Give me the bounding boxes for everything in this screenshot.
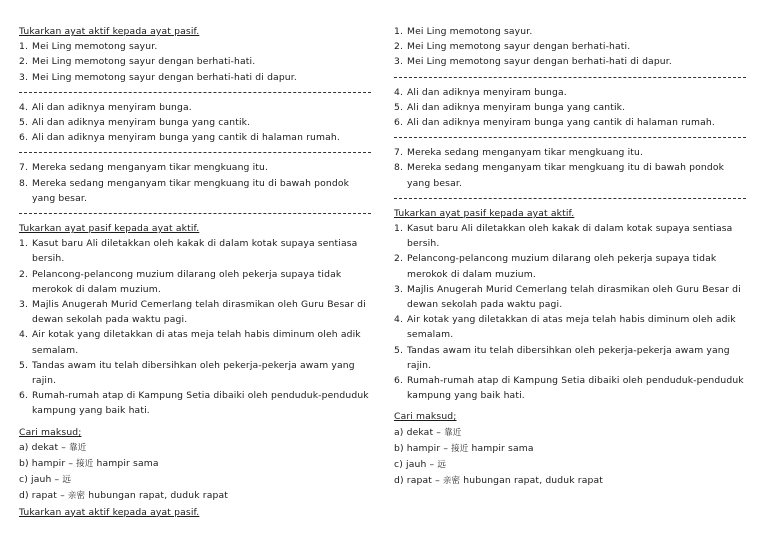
chinese-meaning: 亲密 — [442, 476, 461, 487]
chinese-meaning: 远 — [62, 475, 71, 486]
dashed-divider — [394, 77, 746, 78]
question-item — [19, 176, 371, 206]
question-number: 6. — [19, 132, 29, 144]
question-text: Mei Ling memotong sayur. — [407, 26, 533, 37]
question-item — [19, 388, 371, 418]
meaning-line — [19, 488, 371, 504]
question-number: 7. — [394, 147, 404, 159]
question-number: 5. — [394, 101, 404, 113]
question-text: Mei Ling memotong sayur dengan berhati-hati. — [32, 56, 256, 68]
question-text: Majlis Anugerah Murid Cemerlang telah dirasmikan oleh Guru Besar di dewan sekolah pada waktu pagi. — [407, 283, 741, 311]
question-text: Ali dan adiknya menyiram bunga. — [32, 101, 192, 113]
question-item — [19, 115, 371, 130]
question-number: 4. — [19, 329, 29, 341]
question-number: 4. — [394, 86, 404, 98]
dashed-divider — [394, 137, 746, 138]
meaning-word: d) rapat – — [19, 490, 68, 502]
question-number: 5. — [394, 344, 404, 356]
question-text: Rumah-rumah atap di Kampung Setia dibaiki oleh penduduk-penduduk kampung yang baik hati. — [32, 390, 369, 417]
heading-find-meaning: Cari maksud; — [394, 411, 457, 423]
meaning-line — [394, 473, 746, 489]
meaning-word: d) rapat – — [394, 475, 443, 487]
meaning-list — [19, 440, 371, 505]
question-item — [394, 343, 746, 373]
question-item — [394, 100, 746, 115]
heading-active-to-passive: Tukarkan ayat aktif kepada ayat pasif. — [19, 506, 200, 518]
question-number: 3. — [394, 283, 404, 295]
meaning-word: a) dekat – — [19, 441, 70, 453]
meaning-line — [394, 441, 746, 457]
question-number: 1. — [394, 26, 404, 37]
question-item — [394, 251, 746, 281]
question-text: Mereka sedang menganyam tikar mengkuang itu. — [407, 147, 644, 159]
right-column — [394, 24, 746, 489]
question-number: 2. — [19, 56, 29, 68]
question-list — [394, 145, 746, 191]
question-list — [19, 160, 371, 206]
question-item — [394, 373, 746, 403]
question-text: Mei Ling memotong sayur dengan berhati-hati. — [407, 41, 631, 53]
question-number: 6. — [19, 390, 29, 402]
chinese-meaning: 接近 — [451, 443, 469, 454]
question-text: Ali dan adiknya menyiram bunga yang cantik di halaman rumah. — [32, 132, 340, 144]
question-number: 5. — [19, 359, 29, 371]
meaning-word: a) dekat – — [394, 426, 445, 438]
dashed-divider — [394, 198, 746, 199]
question-number: 4. — [19, 101, 29, 113]
question-number: 3. — [394, 56, 404, 68]
chinese-meaning: 接近 — [76, 459, 94, 470]
question-item — [394, 160, 746, 190]
meaning-note: hubungan rapat, duduk rapat — [85, 490, 229, 502]
question-text: Pelancong-pelancong muzium dilarang oleh pekerja supaya tidak merokok di dalam muzium. — [407, 253, 717, 280]
question-text: Kasut baru Ali diletakkan oleh kakak di dalam kotak supaya sentiasa bersih. — [407, 223, 733, 250]
question-number: 4. — [394, 314, 404, 326]
question-number: 2. — [394, 41, 404, 53]
question-item — [394, 312, 746, 342]
question-text: Rumah-rumah atap di Kampung Setia dibaiki oleh penduduk-penduduk kampung yang baik hati. — [407, 375, 744, 402]
question-text: Tandas awam itu telah dibersihkan oleh pekerja-pekerja awam yang rajin. — [407, 344, 730, 371]
question-list — [19, 39, 371, 85]
question-item — [19, 267, 371, 297]
question-list — [394, 24, 746, 70]
question-text: Mei Ling memotong sayur dengan berhati-hati di dapur. — [407, 56, 672, 68]
chinese-meaning: 靠近 — [69, 442, 87, 453]
question-item — [394, 282, 746, 312]
question-item — [19, 327, 371, 357]
question-item — [394, 54, 746, 69]
question-text: Tandas awam itu telah dibersihkan oleh pekerja-pekerja awam yang rajin. — [32, 359, 355, 387]
question-item — [19, 358, 371, 388]
chinese-meaning: 靠近 — [444, 427, 462, 438]
question-number: 2. — [19, 268, 29, 280]
meaning-note: hampir sama — [468, 442, 534, 454]
question-list — [394, 85, 746, 131]
meaning-line — [394, 457, 746, 473]
question-text: Mereka sedang menganyam tikar mengkuang itu di bawah pondok yang besar. — [32, 177, 350, 204]
question-item — [19, 236, 371, 266]
question-item — [19, 130, 371, 145]
question-number: 6. — [394, 375, 404, 387]
question-text: Ali dan adiknya menyiram bunga yang cantik. — [407, 101, 626, 113]
question-item — [19, 297, 371, 327]
heading-passive-to-active: Tukarkan ayat pasif kepada ayat aktif. — [394, 207, 575, 219]
left-column — [19, 24, 371, 520]
question-list — [19, 100, 371, 146]
meaning-word: c) jauh – — [394, 459, 438, 471]
question-text: Mereka sedang menganyam tikar mengkuang itu di bawah pondok yang besar. — [407, 162, 725, 189]
question-text: Mei Ling memotong sayur dengan berhati-hati di dapur. — [32, 71, 297, 83]
question-item — [19, 70, 371, 85]
question-number: 3. — [19, 71, 29, 83]
question-text: Ali dan adiknya menyiram bunga. — [407, 86, 567, 98]
question-item — [19, 39, 371, 54]
meaning-note: hampir sama — [93, 458, 159, 470]
question-item — [19, 100, 371, 115]
question-number: 2. — [394, 253, 404, 265]
question-item — [394, 115, 746, 130]
question-text: Majlis Anugerah Murid Cemerlang telah dirasmikan oleh Guru Besar di dewan sekolah pada waktu pagi. — [32, 299, 366, 326]
question-text: Kasut baru Ali diletakkan oleh kakak di dalam kotak supaya sentiasa bersih. — [32, 238, 358, 265]
question-list — [19, 236, 371, 418]
dashed-divider — [19, 152, 371, 153]
question-text: Ali dan adiknya menyiram bunga yang cantik di halaman rumah. — [407, 117, 715, 129]
dashed-divider — [19, 213, 371, 214]
question-number: 7. — [19, 162, 29, 174]
meaning-line — [19, 472, 371, 488]
question-number: 1. — [19, 41, 29, 53]
question-text: Air kotak yang diletakkan di atas meja telah habis diminum oleh adik semalam. — [32, 329, 361, 356]
question-item — [394, 24, 746, 39]
chinese-meaning: 远 — [437, 460, 446, 471]
question-number: 6. — [394, 117, 404, 129]
question-text: Pelancong-pelancong muzium dilarang oleh pekerja supaya tidak merokok di dalam muzium. — [32, 268, 342, 295]
question-text: Mei Ling memotong sayur. — [32, 41, 158, 53]
chinese-meaning: 亲密 — [67, 491, 86, 502]
question-item — [394, 145, 746, 160]
meaning-word: b) hampir – — [394, 442, 452, 454]
question-item — [19, 54, 371, 69]
question-number: 8. — [19, 177, 29, 189]
question-item — [19, 160, 371, 175]
meaning-list — [394, 425, 746, 490]
meaning-word: b) hampir – — [19, 458, 77, 470]
question-item — [394, 221, 746, 251]
question-text: Mereka sedang menganyam tikar mengkuang itu. — [32, 162, 269, 174]
question-number: 1. — [394, 223, 404, 235]
question-item — [394, 85, 746, 100]
meaning-line — [19, 456, 371, 472]
heading-find-meaning: Cari maksud; — [19, 426, 82, 438]
heading-passive-to-active: Tukarkan ayat pasif kepada ayat aktif. — [19, 223, 200, 235]
question-item — [394, 39, 746, 54]
heading-active-to-passive: Tukarkan ayat aktif kepada ayat pasif. — [19, 26, 200, 37]
meaning-note: hubungan rapat, duduk rapat — [460, 475, 604, 487]
meaning-line — [394, 425, 746, 441]
meaning-word: c) jauh – — [19, 474, 63, 486]
question-number: 5. — [19, 117, 29, 129]
question-number: 1. — [19, 238, 29, 250]
question-list — [394, 221, 746, 403]
meaning-line — [19, 440, 371, 456]
dashed-divider — [19, 92, 371, 93]
question-number: 8. — [394, 162, 404, 174]
question-text: Ali dan adiknya menyiram bunga yang cantik. — [32, 117, 251, 129]
question-number: 3. — [19, 299, 29, 311]
question-text: Air kotak yang diletakkan di atas meja telah habis diminum oleh adik semalam. — [407, 314, 736, 341]
